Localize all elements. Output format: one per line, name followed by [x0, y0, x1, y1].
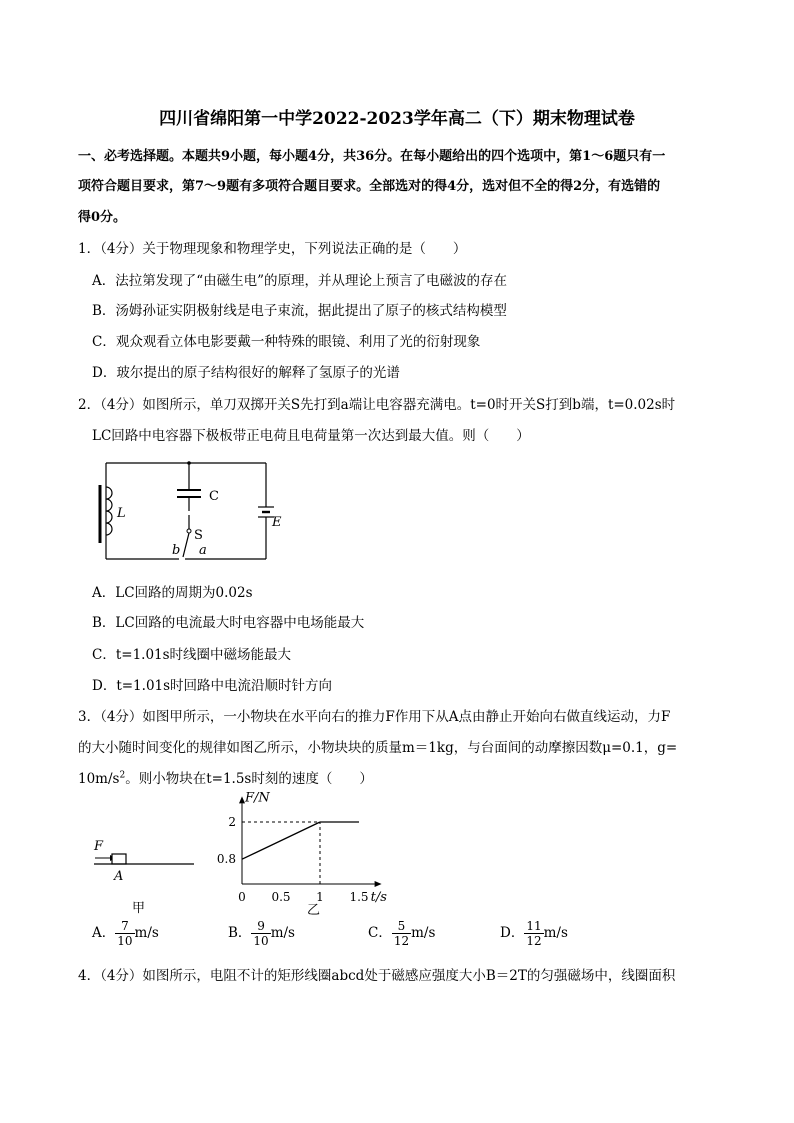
label-point-a: A [114, 869, 124, 884]
option-b-denominator: 10 [253, 934, 269, 948]
question-3-option-a[interactable] [92, 919, 159, 948]
option-c-numerator: 5 [392, 919, 411, 934]
question-3-option-b[interactable] [228, 919, 295, 948]
option-a-fraction [115, 919, 134, 948]
option-a-numerator: 7 [115, 919, 134, 934]
question-2-stem-line2: LC回路中电容器下极板带正电荷且电荷量第一次达到最大值。则（ ） [92, 428, 530, 444]
option-d-numerator: 11 [526, 919, 542, 933]
figure-yi-force-time-graph [210, 788, 410, 918]
option-b-unit: m/s [270, 925, 295, 941]
switch-blade [183, 533, 189, 557]
switch-pivot [187, 529, 191, 533]
caption-yi: 乙 [307, 903, 321, 918]
option-d-denominator: 12 [526, 934, 542, 948]
series-segment-0 [242, 822, 320, 859]
y-axis-label: F/N [245, 790, 270, 806]
block [112, 854, 126, 864]
x-axis-label: t/s [370, 890, 387, 905]
section-instructions-line2: 项符合题目要求，第7～9题有多项符合题目要求。全部选对的得4分，选对但不全的得2分，有选错的 [78, 179, 661, 194]
option-b-fraction [251, 919, 270, 948]
x-tick-label-3: 1.5 [349, 890, 369, 904]
question-1-option-a[interactable]: A．法拉第发现了“由磁生电”的原理，并从理论上预言了电磁波的存在 [92, 273, 508, 289]
option-a-denominator: 10 [117, 934, 133, 948]
question-2-option-b[interactable]: B．LC回路的电流最大时电容器中电场能最大 [92, 615, 365, 631]
section-instructions-line3: 得0分。 [78, 210, 127, 225]
figure-jia-block-diagram [90, 836, 200, 918]
option-c-denominator: 12 [393, 934, 410, 948]
question-3-stem-line1: 3．（4分）如图甲所示，一小物块在水平向右的推力F作用下从A点由静止开始向右做直线运动，力F [78, 709, 671, 725]
label-b: b [172, 543, 181, 558]
question-1-option-b[interactable]: B．汤姆孙证实阴极射线是电子束流，据此提出了原子的核式结构模型 [92, 303, 507, 319]
question-3-option-d[interactable] [500, 919, 568, 948]
label-c: C [209, 489, 219, 504]
label-force-f: F [94, 839, 104, 854]
inductor-coil [106, 487, 112, 535]
option-d-unit: m/s [543, 925, 568, 941]
caption-jia: 甲 [132, 901, 146, 916]
option-b-numerator: 9 [251, 919, 270, 934]
question-2-stem-line1: 2．（4分）如图所示，单刀双掷开关S先打到a端让电容器充满电。t=0时开关S打到b端，t=0.02s时 [78, 397, 676, 413]
label-l: L [117, 506, 126, 521]
question-2-option-a[interactable]: A．LC回路的周期为0.02s [92, 585, 253, 601]
x-tick-label-2: 1 [316, 890, 324, 904]
question-1-stem: 1．（4分）关于物理现象和物理学史，下列说法正确的是（ ） [78, 241, 467, 257]
question-1-option-c[interactable]: C．观众观看立体电影要戴一种特殊的眼镜、利用了光的衍射现象 [92, 334, 481, 350]
question-2-option-c[interactable]: C．t=1.01s时线圈中磁场能最大 [92, 647, 292, 663]
question-3-option-c[interactable] [368, 919, 435, 948]
y-tick-label-1: 2 [228, 815, 236, 829]
x-tick-label-0: 0 [238, 890, 246, 904]
stem3-superscript: 2 [119, 770, 126, 781]
x-axis-arrow [375, 881, 382, 887]
question-4-stem: 4．（4分）如图所示，电阻不计的矩形线圈abcd处于磁感应强度大小B＝2T的匀强磁场中，线圈面积 [78, 968, 676, 984]
option-c-fraction [392, 919, 411, 948]
option-c-label: C． [368, 925, 392, 941]
x-tick-label-1: 0.5 [271, 890, 291, 904]
option-c-unit: m/s [411, 925, 436, 941]
stem3-part1: 10m/s [78, 771, 120, 787]
question-2-option-d[interactable]: D．t=1.01s时回路中电流沿顺时针方向 [92, 678, 333, 694]
option-b-label: B． [228, 925, 252, 941]
label-s: S [194, 528, 203, 543]
y-tick-label-0: 0.8 [216, 852, 236, 867]
option-a-label: A． [92, 925, 116, 941]
option-a-unit: m/s [134, 925, 159, 941]
question-3-stem-line2: 的大小随时间变化的规律如图乙所示，小物块块的质量m＝1kg，与台面间的动摩擦因数μ=0.1，g= [78, 740, 678, 756]
label-a: a [199, 543, 207, 558]
question-1-option-d[interactable]: D．玻尔提出的原子结构很好的解释了氢原子的光谱 [92, 365, 400, 381]
option-d-fraction [524, 919, 543, 948]
question-3-stem-line3 [78, 767, 373, 787]
label-e: E [272, 515, 282, 530]
lc-circuit-diagram [92, 455, 292, 567]
option-d-label: D． [500, 925, 525, 941]
stem3-part2: 。则小物块在t=1.5s时刻的速度（ ） [125, 771, 373, 787]
junction-dot [187, 461, 191, 465]
section-instructions-line1: 一、必考选择题。本题共9小题，每小题4分，共36分。在每小题给出的四个选项中，第1～6题只有一 [78, 149, 666, 164]
page-title: 四川省绵阳第一中学2022-2023学年高二（下）期末物理试卷 [159, 109, 635, 129]
